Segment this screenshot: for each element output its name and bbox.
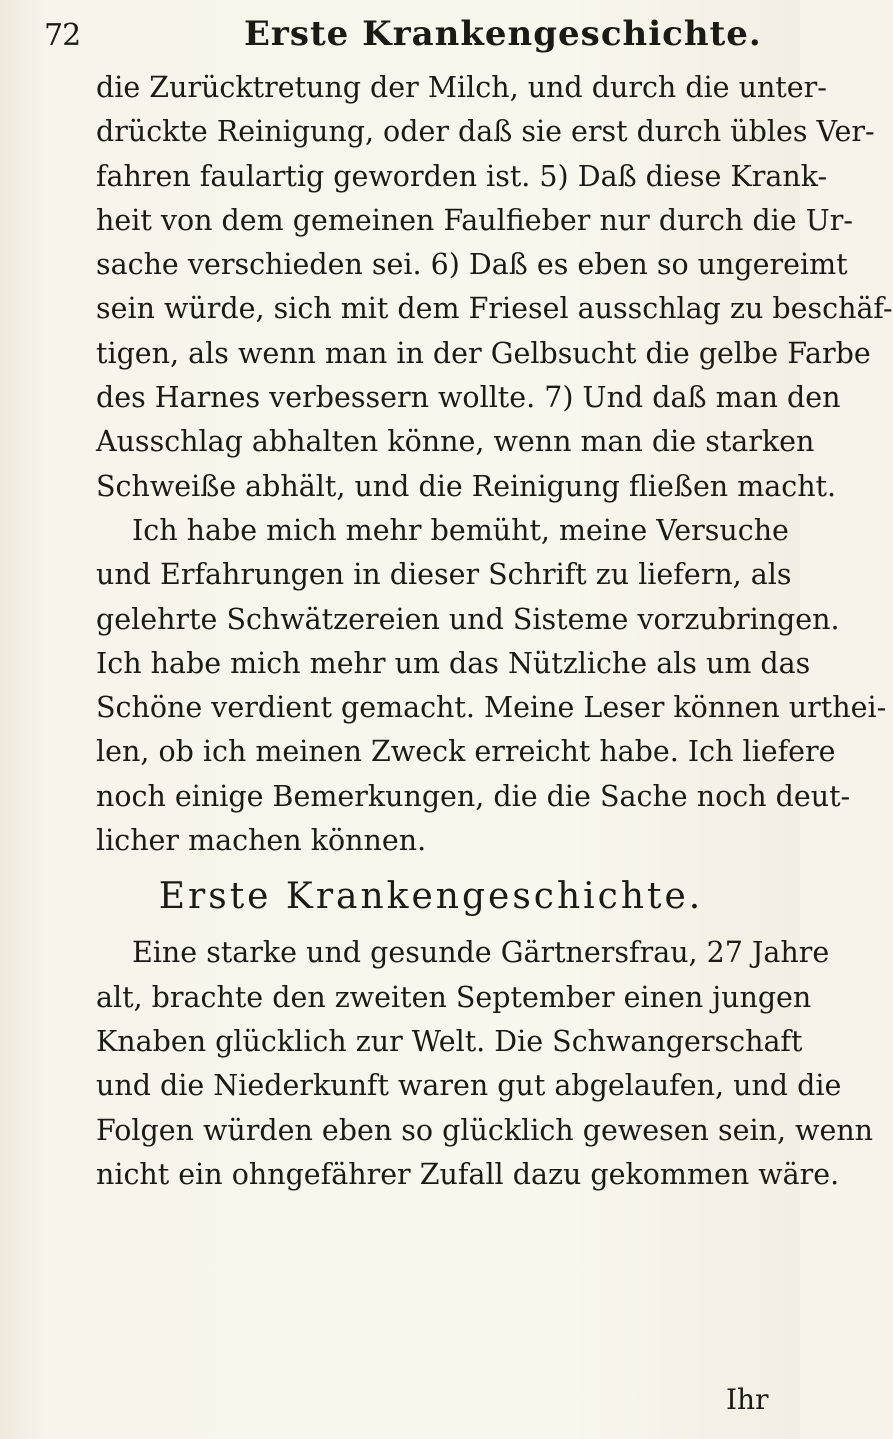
running-head: Erste Krankengeschichte. — [244, 14, 762, 54]
catchword: Ihr — [726, 1383, 769, 1416]
text-line: noch einige Bemerkungen, die die Sache noch deut- — [96, 779, 851, 813]
text-line: des Harnes verbessern wollte. 7) Und daß man den — [96, 381, 841, 415]
text-line: Ich habe mich mehr um das Nützliche als um das — [96, 646, 811, 680]
text-line: heit von dem gemeinen Faulfieber nur durch die Ur- — [96, 203, 853, 237]
text-line: Schöne verdient gemacht. Meine Leser können urthei- — [96, 691, 887, 725]
text-line: und die Niederkunft waren gut abgelaufen, und die — [96, 1069, 842, 1103]
text-line: die Zurücktretung der Milch, und durch die unter- — [96, 71, 827, 104]
text-line: fahren faulartig geworden ist. 5) Daß diese Krank- — [96, 159, 828, 193]
section-heading: Erste Krankengeschichte. — [158, 876, 704, 918]
text-line: Schweiße abhält, und die Reinigung fließen macht. — [96, 469, 837, 503]
text-line: gelehrte Schwätzereien und Sisteme vorzubringen. — [96, 602, 840, 636]
text-line: Ich habe mich mehr bemüht, meine Versuche — [132, 513, 789, 547]
text-line: und Erfahrungen in dieser Schrift zu liefern, als — [96, 558, 792, 592]
text-line: Eine starke und gesunde Gärtnersfrau, 27 Jahre — [132, 936, 830, 970]
text-line: tigen, als wenn man in der Gelbsucht die gelbe Farbe — [96, 336, 871, 370]
page-header — [44, 12, 764, 60]
text-line: Folgen würden eben so glücklich gewesen sein, wenn — [96, 1113, 874, 1147]
page-number: 72 — [44, 18, 81, 53]
text-line: Knaben glücklich zur Welt. Die Schwangerschaft — [96, 1024, 803, 1058]
body-text — [96, 66, 893, 1197]
text-line: sein würde, sich mit dem Friesel ausschlag zu beschäf- — [96, 292, 893, 326]
text-line: len, ob ich meinen Zweck erreicht habe. Ich liefere — [96, 735, 836, 769]
text-line: Ausschlag abhalten könne, wenn man die starken — [96, 425, 815, 459]
text-line: licher machen können. — [96, 824, 427, 858]
text-line: drückte Reinigung, oder daß sie erst durch übles Ver- — [96, 115, 875, 149]
text-line: alt, brachte den zweiten September einen jungen — [96, 980, 812, 1014]
text-line: sache verschieden sei. 6) Daß es eben so ungereimt — [96, 248, 848, 282]
text-line: nicht ein ohngefährer Zufall dazu gekommen wäre. — [96, 1157, 840, 1191]
